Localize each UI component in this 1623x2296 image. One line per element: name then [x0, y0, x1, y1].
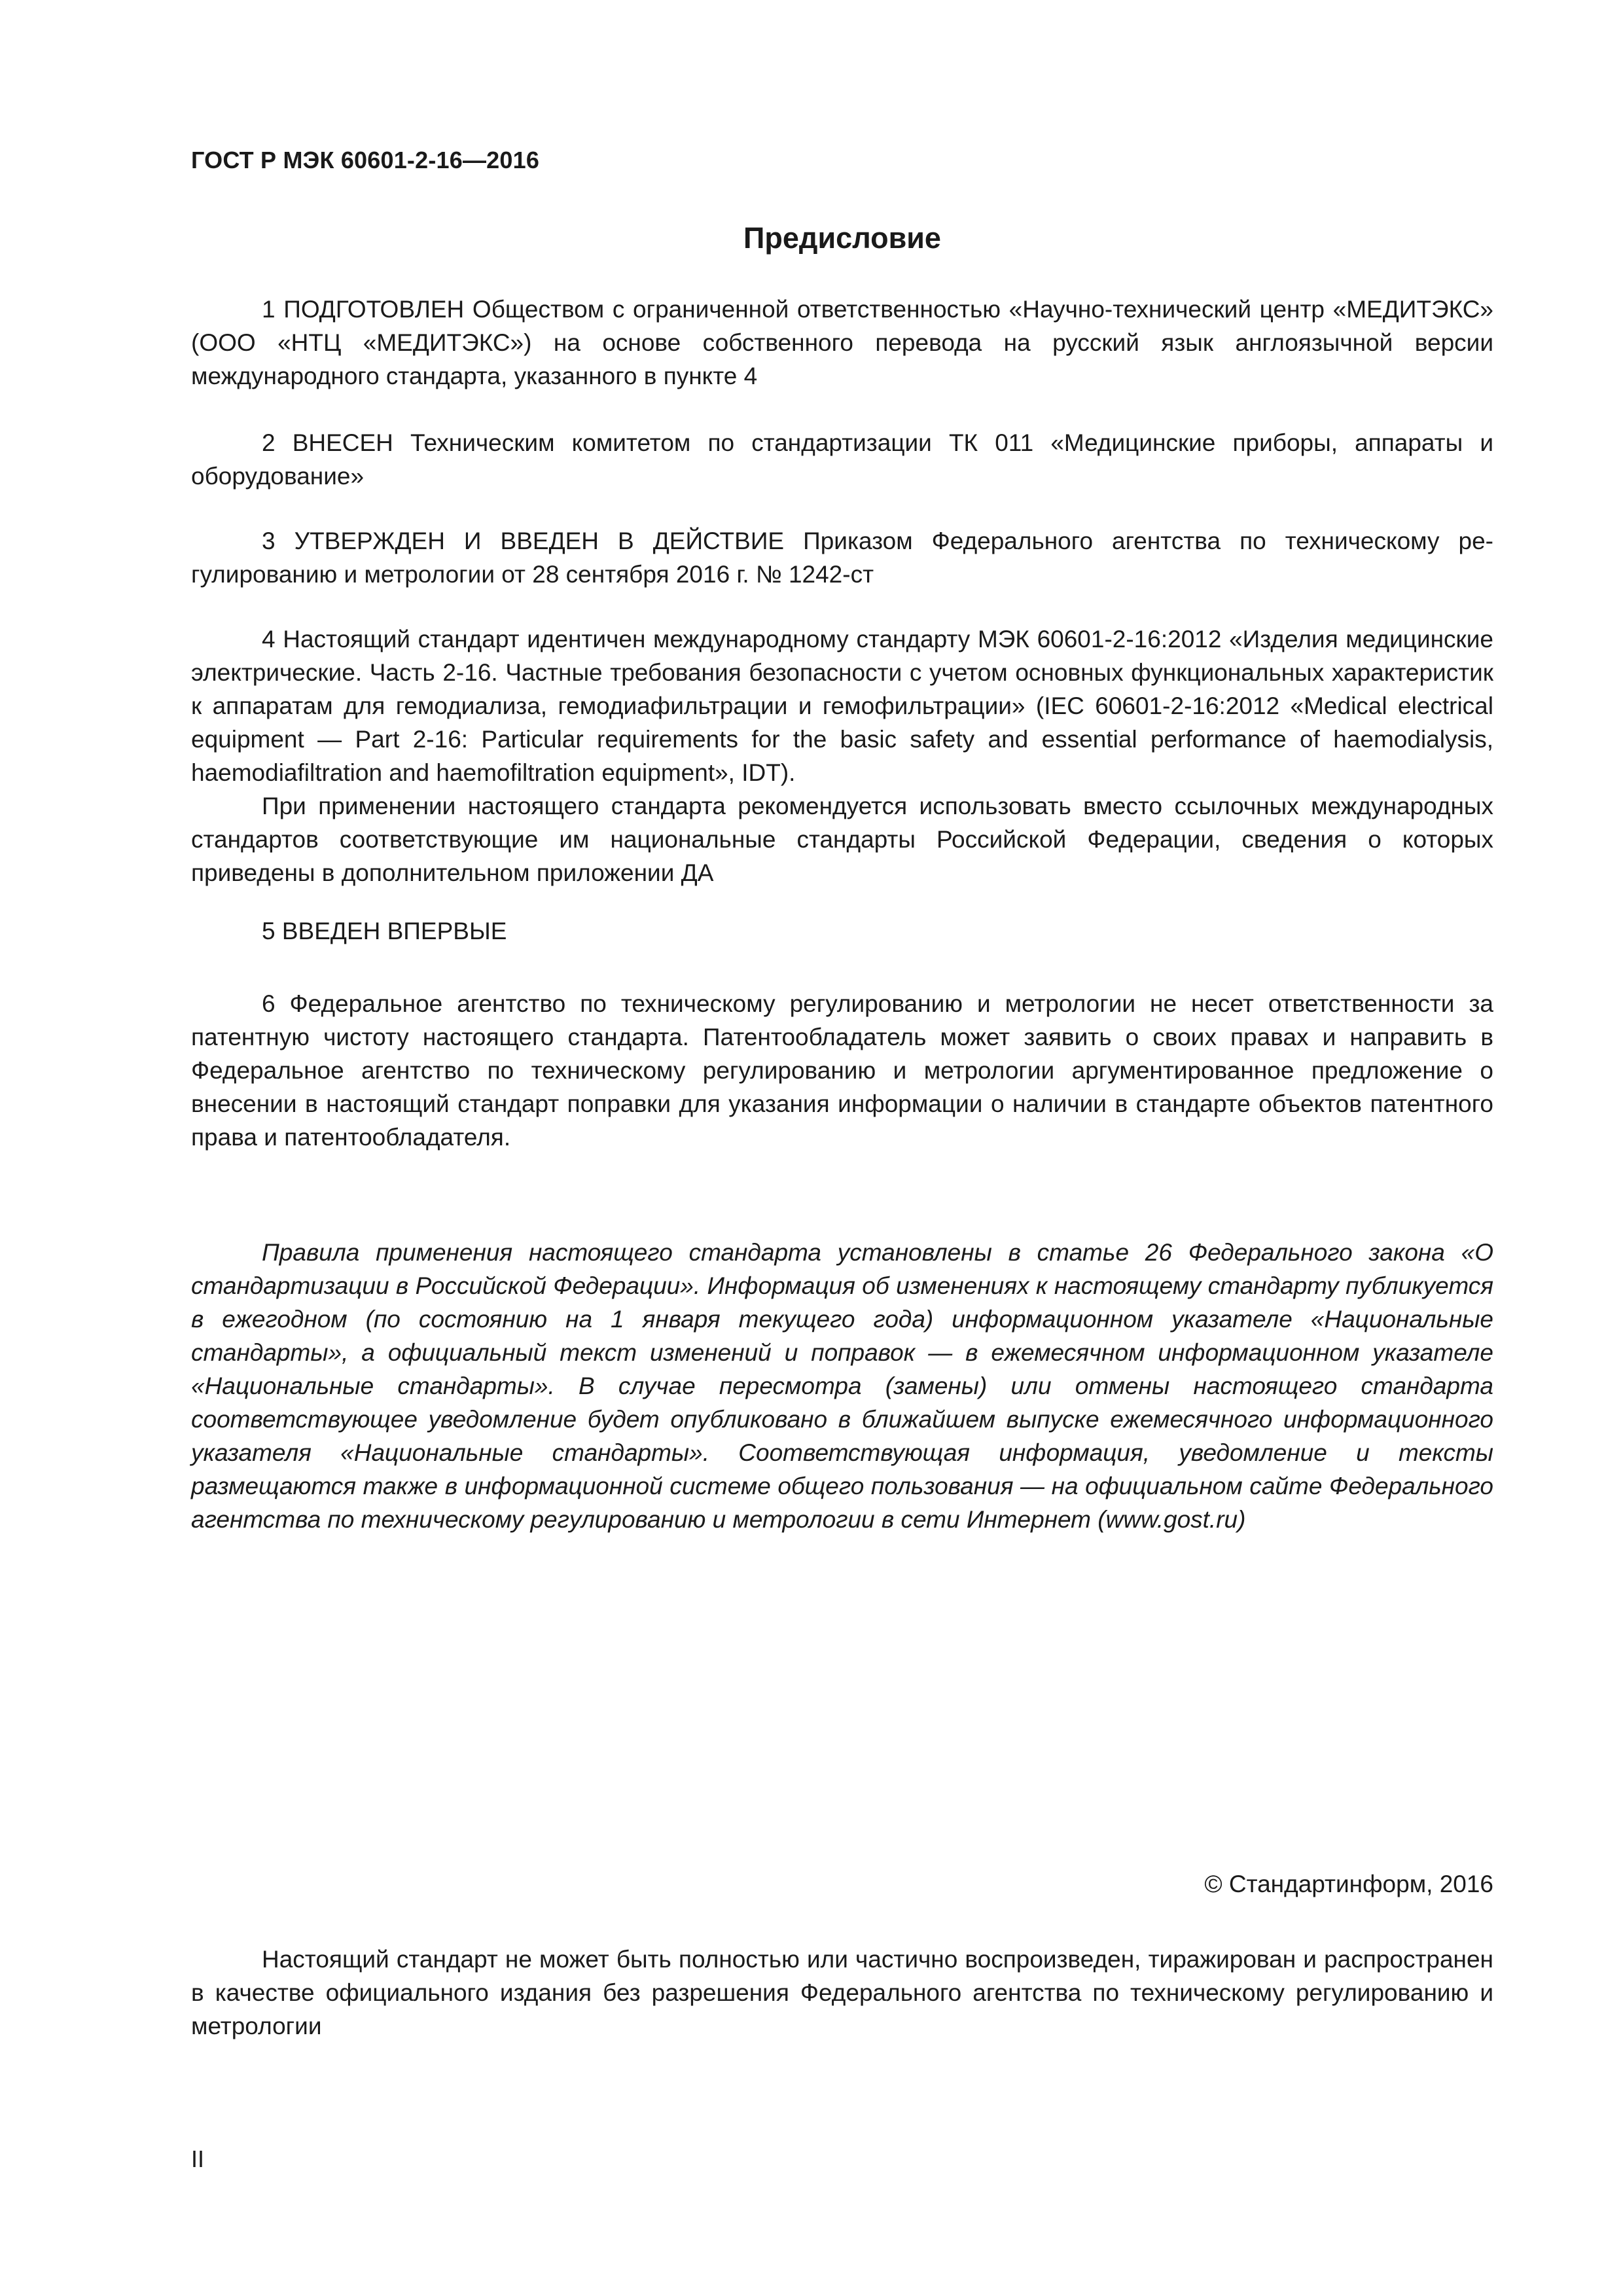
copyright-line: © Стандартинформ, 2016	[1204, 1871, 1493, 1897]
foreword-item-4-text: 4 Настоящий стандарт идентичен международному стандарту МЭК 60601-2-16:2012 «Изделия медицинские электрические. Часть 2-16. Частные требования безопасности с учетом основных функциональных характеристик к аппаратам для гемодиализа, гемодиафильтрации и гемофильтрации» (IEC 60601-2-16:2012 «Medical electrical equipment — Part 2-16: Particular requirements for the basic safety and essential performance of haemodialysis, haemodiafiltration and haemofiltration equipment», IDT).	[191, 626, 1493, 786]
foreword-item-1-text: 1 ПОДГОТОВЛЕН Обществом с ограниченной ответственностью «Научно-технический центр «МЕДИТЭКС» (ООО «НТЦ «МЕДИТЭКС») на основе собственного перевода на русский язык англоязычной версии международного стандарта, указанного в пункте 4	[191, 296, 1493, 389]
page-title: Предисловие	[743, 221, 941, 255]
foreword-item-6	[191, 987, 1493, 1154]
foreword-item-2	[191, 426, 1493, 493]
foreword-item-4-note: При применении настоящего стандарта рекомендуется использовать вместо ссылочных международных стандартов соответствующие им национальные стандарты Российской Федерации, сведения о которых приведены в дополнительном приложении ДА	[191, 793, 1493, 886]
foreword-item-6-text: 6 Федеральное агентство по техническому регулированию и метрологии не несет ответственности за патентную чистоту настоящего стандарта. Патентообладатель может заявить о своих правах и направить в Федеральное агентство по техническому регулированию и метрологии аргументированное предложение о внесении в настоящий стандарт поправки для указания информации о наличии в стандарте объектов патентного права и патентообладателя.	[191, 990, 1493, 1151]
page-number: II	[191, 2145, 205, 2172]
foreword-item-3	[191, 524, 1493, 591]
foreword-item-5-text: 5 ВВЕДЕН ВПЕРВЫЕ	[262, 918, 507, 944]
foreword-item-5	[191, 914, 1493, 948]
foreword-item-3-text: 3 УТВЕРЖДЕН И ВВЕДЕН В ДЕЙСТВИЕ Приказом Федерального агентства по техническому регулированию и метрологии от 28 сентября 2016 г. № 1242-ст	[191, 528, 1493, 588]
document-code-header: ГОСТ Р МЭК 60601-2-16—2016	[191, 147, 540, 173]
rules-note-text: Правила применения настоящего стандарта установлены в статье 26 Федерального закона «О стандартизации в Российской Федерации». Информация об изменениях к настоящему стандарту публикуется в ежегодном (по состоянию на 1 января текущего года) информационном указателе «Национальные стандарты», а официальный текст изменений и поправок — в ежемесячном информационном указателе «Национальные стандарты». В случае пересмотра (замены) или отмены настоящего стандарта соответствующее уведомление будет опубликовано в ближайшем выпуске ежемесячного информационного указателя «Национальные стандарты». Соответствующая информация, уведомление и тексты размещаются также в информационной системе общего пользования — на официальном сайте Федерального агентства по техническому регулированию и метрологии в сети Интернет (www.gost.ru)	[191, 1239, 1493, 1533]
foreword-item-1	[191, 293, 1493, 393]
foreword-item-4	[191, 622, 1493, 889]
reproduction-notice-text: Настоящий стандарт не может быть полностью или частично воспроизведен, тиражирован и распространен в качестве официального издания без разрешения Федерального агентства по техническому регулированию и метрологии	[191, 1946, 1493, 2039]
rules-note	[191, 1236, 1493, 1536]
foreword-item-2-text: 2 ВНЕСЕН Техническим комитетом по стандартизации ТК 011 «Медицинские приборы, аппараты и оборудование»	[191, 429, 1493, 490]
reproduction-notice	[191, 1943, 1493, 2043]
